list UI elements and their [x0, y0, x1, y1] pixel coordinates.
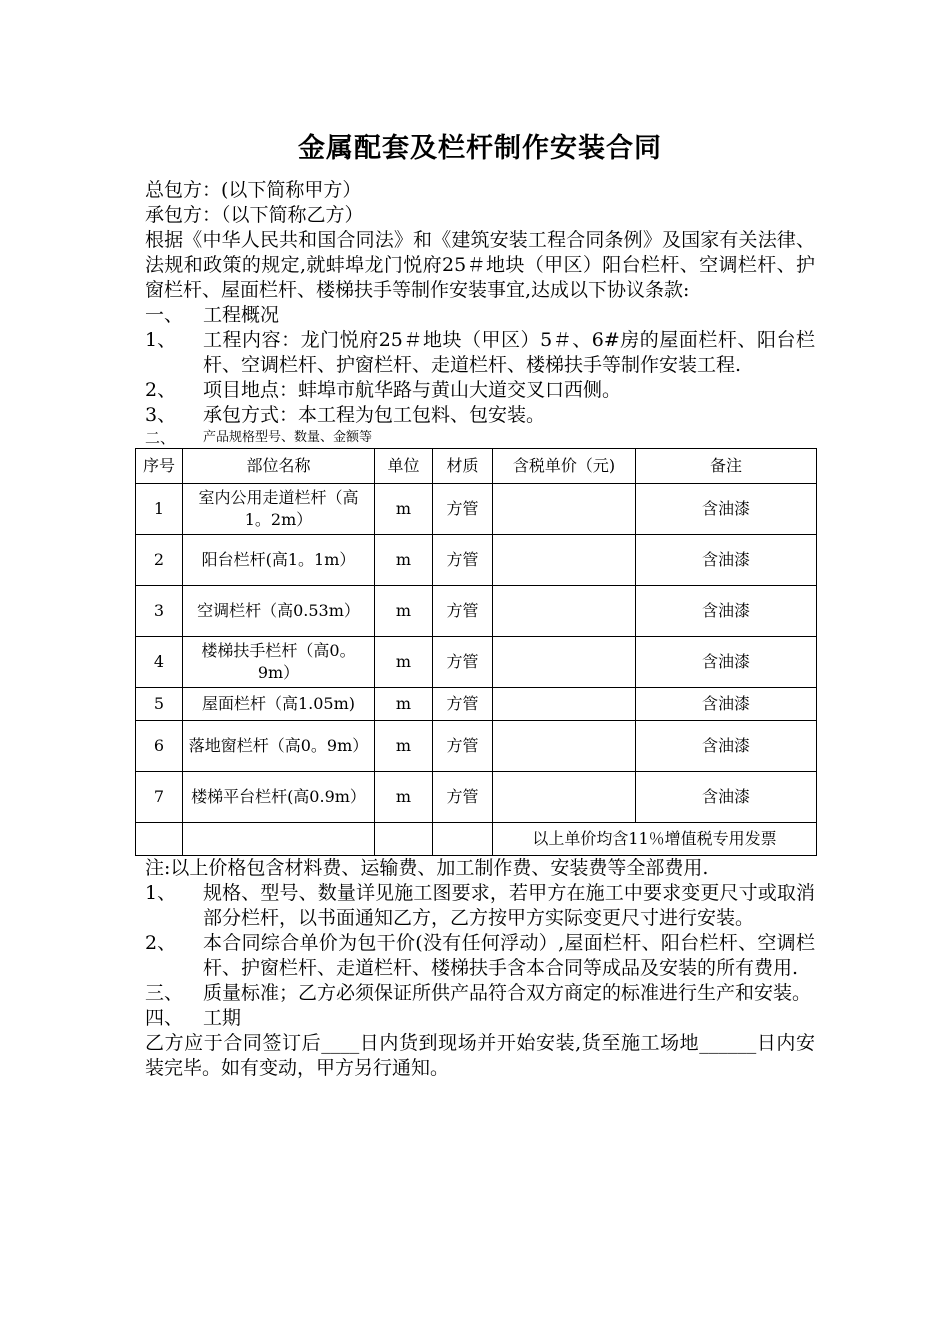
part-name: 落地窗栏杆（高0。9m） — [183, 721, 375, 772]
row-number: 5 — [136, 688, 183, 721]
remark: 含油漆 — [636, 484, 817, 535]
part-name: 阳台栏杆(高1。1m） — [183, 535, 375, 586]
item-number: 2、 — [145, 379, 177, 401]
table-row — [136, 721, 817, 772]
row-number: 4 — [136, 637, 183, 688]
table-header-row — [136, 449, 817, 484]
row-number: 1 — [136, 484, 183, 535]
section-title: 工期 — [203, 1007, 242, 1029]
item-number: 1、 — [145, 882, 177, 904]
section-title: 产品规格型号、数量、金额等 — [203, 430, 373, 445]
material: 方管 — [433, 586, 493, 637]
item-text: 本合同综合单价为包干价(没有任何浮动）,屋面栏杆、阳台栏杆、空调栏杆、护窗栏杆、走道栏杆、楼梯扶手含本合同等成品及安装的所有费用. — [203, 932, 815, 979]
section-number: 二、 — [145, 429, 176, 447]
table-footer-row — [136, 823, 817, 856]
table-row — [136, 586, 817, 637]
part-name: 楼梯扶手栏杆（高0。9m） — [183, 637, 375, 688]
section-4-heading — [145, 1006, 815, 1031]
empty-cell — [183, 823, 375, 856]
contract-page — [142, 130, 815, 1081]
section-3 — [145, 981, 815, 1006]
unit: m — [375, 721, 433, 772]
page-title: 金属配套及栏杆制作安装合同 — [298, 133, 662, 164]
material: 方管 — [433, 772, 493, 823]
price — [493, 688, 636, 721]
column-header: 部位名称 — [183, 449, 375, 484]
part-name: 室内公用走道栏杆（高1。2m） — [183, 484, 375, 535]
price-note: 注:以上价格包含材料费、运输费、加工制作费、安装费等全部费用. — [145, 857, 709, 879]
table-row — [136, 637, 817, 688]
item-text: 项目地点：蚌埠市航华路与黄山大道交叉口西侧。 — [203, 379, 622, 401]
unit: m — [375, 688, 433, 721]
material: 方管 — [433, 721, 493, 772]
column-header: 含税单价（元) — [493, 449, 636, 484]
remark: 含油漆 — [636, 586, 817, 637]
column-header: 序号 — [136, 449, 183, 484]
spec-table — [135, 448, 817, 856]
table-row — [136, 535, 817, 586]
column-header: 备注 — [636, 449, 817, 484]
remark: 含油漆 — [636, 637, 817, 688]
empty-cell — [136, 823, 183, 856]
price — [493, 535, 636, 586]
part-name: 楼梯平台栏杆(高0.9m） — [183, 772, 375, 823]
schedule-text: 乙方应于合同签订后____日内货到现场并开始安装,货至施工场地______日内安装完毕。如有变动，甲方另行通知。 — [145, 1032, 815, 1079]
part-name: 屋面栏杆（高1.05m) — [183, 688, 375, 721]
preamble: 根据《中华人民共和国合同法》和《建筑安装工程合同条例》及国家有关法律、法规和政策的规定,就蚌埠龙门悦府25＃地块（甲区）阳台栏杆、空调栏杆、护窗栏杆、屋面栏杆、楼梯扶手等制作安装事宜,达成以下协议条款: — [145, 229, 815, 301]
table-row — [136, 772, 817, 823]
remark: 含油漆 — [636, 688, 817, 721]
material: 方管 — [433, 637, 493, 688]
price — [493, 484, 636, 535]
section-title: 工程概况 — [203, 304, 280, 326]
row-number: 7 — [136, 772, 183, 823]
price — [493, 637, 636, 688]
unit: m — [375, 535, 433, 586]
row-number: 2 — [136, 535, 183, 586]
row-number: 6 — [136, 721, 183, 772]
item-number: 3、 — [145, 404, 177, 426]
material: 方管 — [433, 688, 493, 721]
tax-note: 以上单价均含11％增值税专用发票 — [493, 823, 817, 856]
section-2-heading — [145, 428, 815, 448]
unit: m — [375, 484, 433, 535]
table-row — [136, 484, 817, 535]
remark: 含油漆 — [636, 721, 817, 772]
empty-cell — [433, 823, 493, 856]
remark: 含油漆 — [636, 772, 817, 823]
party-a: 总包方：(以下简称甲方） — [145, 179, 362, 201]
list-item — [145, 881, 815, 931]
empty-cell — [375, 823, 433, 856]
section-text: 质量标准；乙方必须保证所供产品符合双方商定的标准进行生产和安装。 — [203, 982, 812, 1004]
material: 方管 — [433, 484, 493, 535]
price — [493, 721, 636, 772]
list-item — [145, 931, 815, 981]
item-text: 工程内容：龙门悦府25＃地块（甲区）5＃、6#房的屋面栏杆、阳台栏杆、空调栏杆、护窗栏杆、走道栏杆、楼梯扶手等制作安装工程. — [203, 329, 815, 376]
unit: m — [375, 586, 433, 637]
item-number: 2、 — [145, 932, 177, 954]
list-item — [145, 403, 815, 428]
part-name: 空调栏杆（高0.53m） — [183, 586, 375, 637]
unit: m — [375, 772, 433, 823]
section-number: 一、 — [145, 304, 184, 326]
item-number: 1、 — [145, 329, 177, 351]
item-text: 规格、型号、数量详见施工图要求，若甲方在施工中要求变更尺寸或取消部分栏杆，以书面通知乙方，乙方按甲方实际变更尺寸进行安装。 — [203, 882, 815, 929]
price — [493, 772, 636, 823]
row-number: 3 — [136, 586, 183, 637]
material: 方管 — [433, 535, 493, 586]
table-row — [136, 688, 817, 721]
column-header: 材质 — [433, 449, 493, 484]
unit: m — [375, 637, 433, 688]
section-1-heading — [145, 303, 815, 328]
party-b: 承包方：（以下简称乙方） — [145, 204, 364, 226]
item-text: 承包方式：本工程为包工包料、包安装。 — [203, 404, 546, 426]
list-item — [145, 378, 815, 403]
section-number: 四、 — [145, 1007, 184, 1029]
section-number: 三、 — [145, 982, 184, 1004]
column-header: 单位 — [375, 449, 433, 484]
price — [493, 586, 636, 637]
list-item — [145, 328, 815, 378]
remark: 含油漆 — [636, 535, 817, 586]
